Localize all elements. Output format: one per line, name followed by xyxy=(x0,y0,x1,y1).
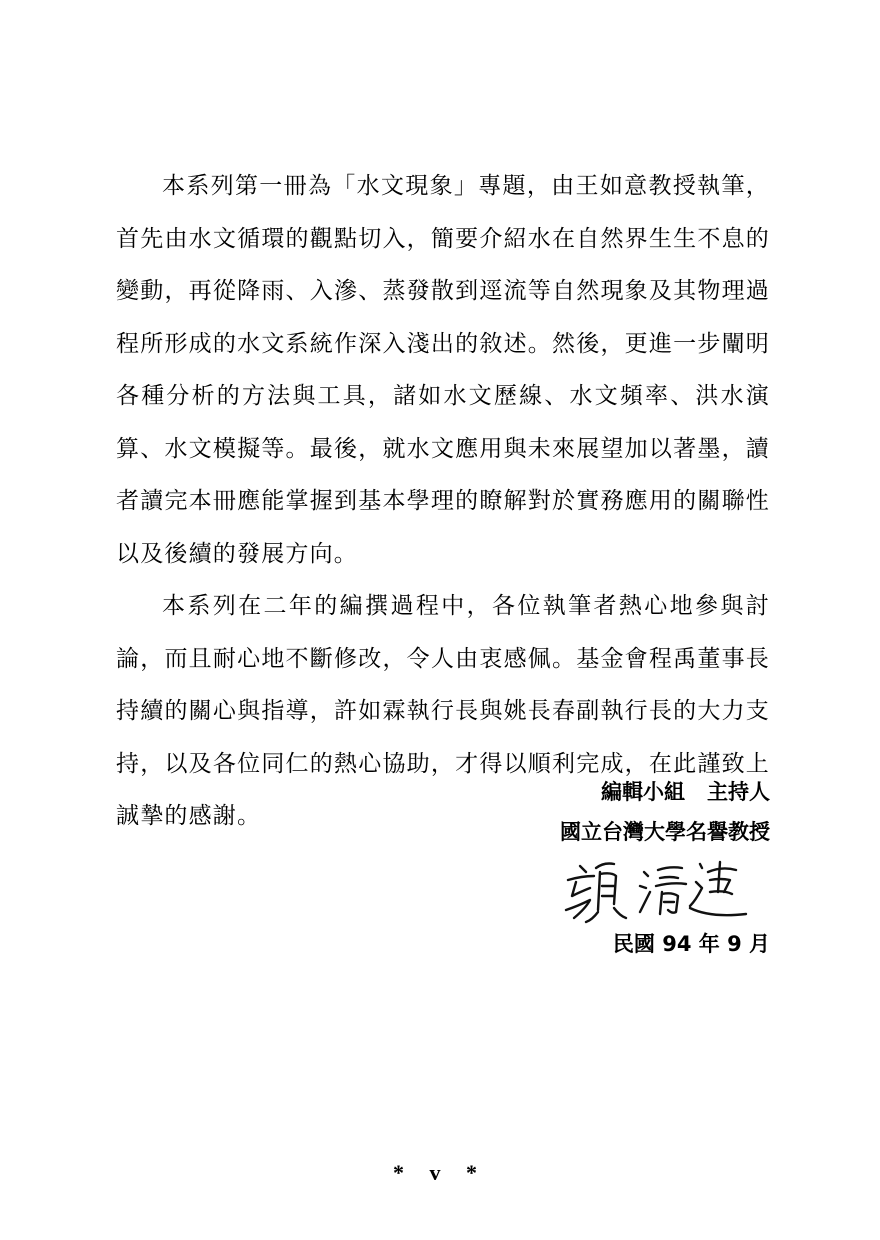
editorial-group-label: 編輯小組 xyxy=(601,780,685,804)
page-number: * v * xyxy=(393,1160,487,1185)
paragraph-2: 本系列在二年的編撰過程中，各位執筆者熱心地參與討論，而且耐心地不斷修改，令人由衷感佩。基金會程禹董事長持續的關心與指導，許如霖執行長與姚長春副執行長的大力支持，以及各位同仁的熱心協助，才得以順利完成，在此謹致上誠摯的感謝。 xyxy=(116,593,770,829)
affiliation-line: 國立台灣大學名譽教授 xyxy=(560,820,770,844)
handwritten-signature xyxy=(560,852,750,924)
date-line: 民國 94 年 9 月 xyxy=(612,932,770,956)
signature-block xyxy=(560,772,770,852)
body-text xyxy=(116,160,770,843)
editor-role-label: 主持人 xyxy=(707,780,770,804)
paragraph-1: 本系列第一冊為「水文現象」專題，由王如意教授執筆，首先由水文循環的觀點切入，簡要介紹水在自然界生生不息的變動，再從降雨、入滲、蒸發散到逕流等自然現象及其物理過程所形成的水文系統作深入淺出的敘述。然後，更進一步闡明各種分析的方法與工具，諸如水文歷線、水文頻率、洪水演算、水文模擬等。最後，就水文應用與未來展望加以著墨，讀者讀完本冊應能掌握到基本學理的瞭解對於實務應用的關聯性以及後續的發展方向。 xyxy=(116,173,770,567)
editor-line xyxy=(560,772,770,812)
